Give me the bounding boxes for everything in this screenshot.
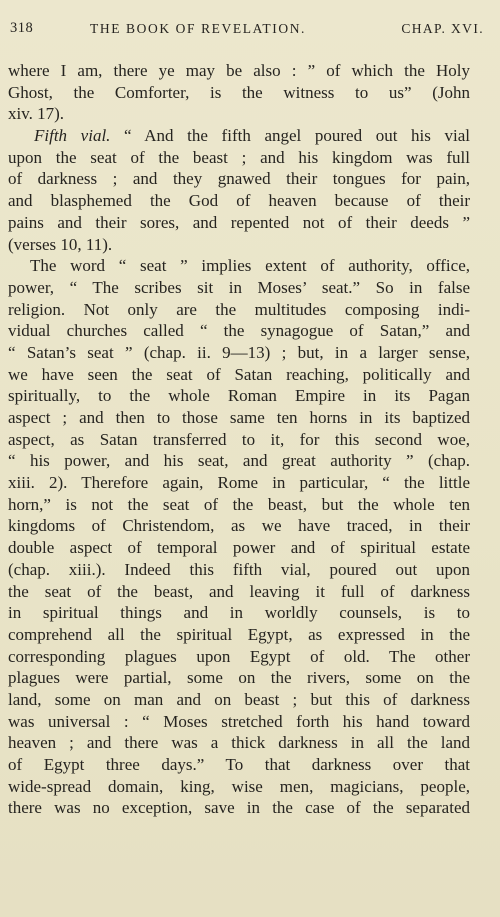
text-line: “ his power, and his seat, and great authority ” (chap. xyxy=(8,451,470,471)
text-line: (verses 10, 11). xyxy=(8,234,113,254)
text-line: of darkness ; and they gnawed their tongues for pain, xyxy=(8,169,470,189)
text-line: xiv. 17). xyxy=(8,104,65,124)
text-line: double aspect of temporal power and of spiritual estate xyxy=(8,538,470,558)
text-line: “ Satan’s seat ” (chap. ii. 9—13) ; but, in a larger sense, xyxy=(8,342,470,362)
page-number: 318 xyxy=(10,20,34,36)
section-heading: Fifth vial. xyxy=(34,126,111,146)
text-line: there was no exception, save in the case of the separated xyxy=(8,798,470,818)
text-line: wide-spread domain, king, wise men, magicians, people, xyxy=(8,776,470,796)
text-line: comprehend all the spiritual Egypt, as expressed in the xyxy=(8,624,470,644)
text-line: The word “ seat ” implies extent of authority, office, xyxy=(30,256,470,276)
text-line: xiii. 2). Therefore again, Rome in particular, “ the little xyxy=(8,473,470,493)
text-line: in spiritual things and in worldly counsels, is to xyxy=(8,603,470,623)
body-text xyxy=(8,60,470,819)
text-line: aspect ; and then to those same ten horns in its baptized xyxy=(8,408,470,427)
chapter-label: CHAP. XVI. xyxy=(401,21,484,36)
text-line: and blasphemed the God of heaven because of their xyxy=(8,191,470,211)
text-line: kingdoms of Christendom, as we have traced, in their xyxy=(8,516,470,536)
running-header xyxy=(10,20,484,42)
text-line: power, “ The scribes sit in Moses’ seat.” So in false xyxy=(8,277,470,297)
text-line: corresponding plagues upon Egypt of old. The other xyxy=(8,646,470,666)
text-line: horn,” is not the seat of the beast, but the whole ten xyxy=(8,494,470,514)
text-line: (chap. xiii.). Indeed this fifth vial, poured out upon xyxy=(8,559,470,579)
text-line: the seat of the beast, and leaving it full of darkness xyxy=(8,581,470,601)
text-line: spiritually, to the whole Roman Empire in its Pagan xyxy=(8,386,470,406)
text-line: religion. Not only are the multitudes composing indi- xyxy=(8,299,470,319)
text-line: Fifth vial. “ And the fifth angel poured out his vial xyxy=(34,126,471,146)
text-line: plagues were partial, some on the rivers, some on the xyxy=(8,668,470,688)
text-line: heaven ; and there was a thick darkness in all the land xyxy=(8,733,470,753)
text-line: pains and their sores, and repented not of their deeds ” xyxy=(8,212,470,232)
running-title: THE BOOK OF REVELATION. xyxy=(90,21,307,36)
text-line: where I am, there ye may be also : ” of which the Holy xyxy=(8,61,470,80)
text-line: we have seen the seat of Satan reaching, politically and xyxy=(8,364,470,384)
text-line: Ghost, the Comforter, is the witness to us” (John xyxy=(8,82,470,102)
text-line: vidual churches called “ the synagogue of Satan,” and xyxy=(8,321,470,341)
text-line: upon the seat of the beast ; and his kingdom was full xyxy=(8,147,470,167)
text-line: of Egypt three days.” To that darkness over that xyxy=(8,755,470,774)
text-line: was universal : “ Moses stretched forth his hand toward xyxy=(8,711,470,731)
text-line: land, some on man and on beast ; but this of darkness xyxy=(8,689,470,709)
text-line: aspect, as Satan transferred to it, for this second woe, xyxy=(8,429,470,449)
